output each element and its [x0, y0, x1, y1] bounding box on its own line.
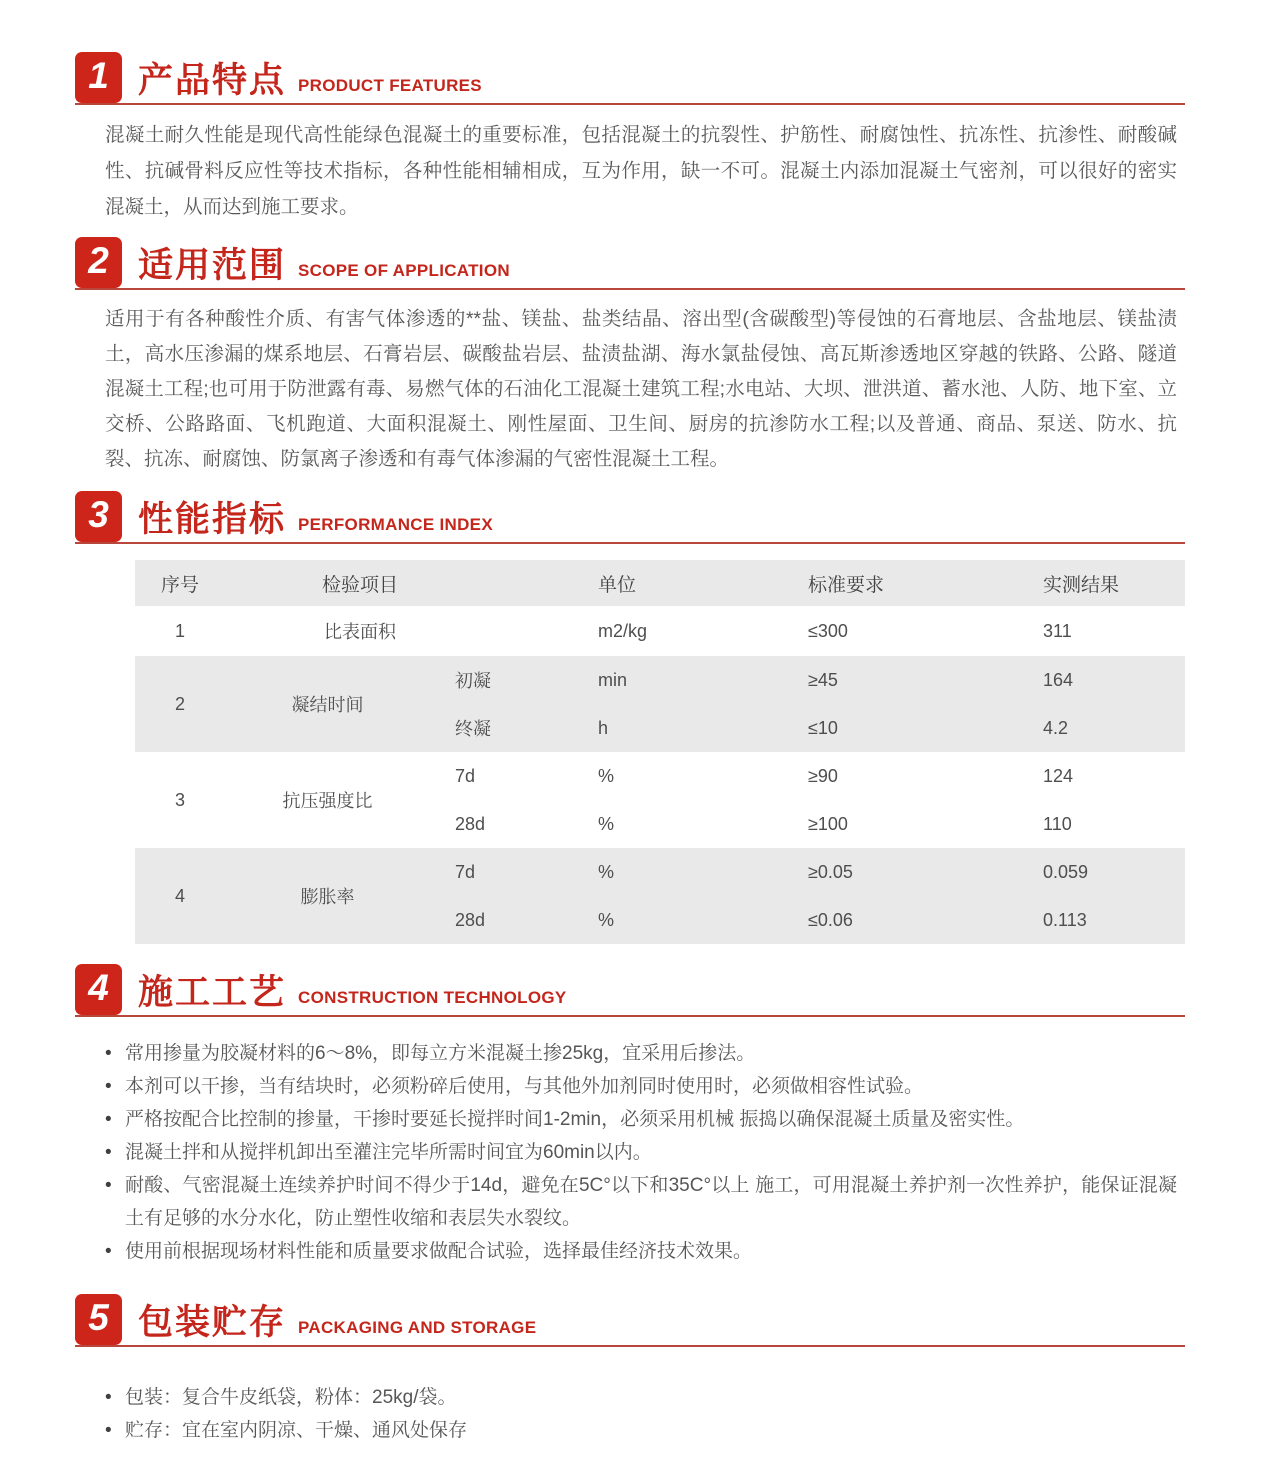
col-header-item: 检验项目 [322, 574, 399, 596]
cell-sub: 28d [455, 813, 486, 834]
features-paragraph: 混凝土耐久性能是现代高性能绿色混凝土的重要标准，包括混凝土的抗裂性、护筋性、耐腐蚀性、抗冻性、抗渗性、耐酸碱性、抗碱骨料反应性等技术指标，各种性能相辅相成，互为作用，缺一不可。混凝土内添加混凝土气密剂，可以很好的密实混凝土，从而达到施工要求。 [105, 124, 1177, 218]
section-scope-of-application [75, 237, 1185, 477]
col-header-unit: 单位 [598, 574, 637, 596]
section-header-construction [75, 964, 1185, 1017]
cell-req: ≤0.06 [808, 909, 853, 930]
cell-sub: 7d [455, 765, 476, 786]
cell-unit: h [598, 717, 609, 738]
cell-result: 110 [1043, 813, 1072, 834]
section-title-zh: 施工工艺 [138, 973, 287, 1012]
section-title-en: CONSTRUCTION TECHNOLOGY [298, 988, 567, 1007]
cell-no: 2 [174, 693, 185, 714]
cell-result: 0.113 [1043, 909, 1087, 930]
construction-bullet-list [103, 1037, 1177, 1268]
section-number-badge: 5 [75, 1294, 122, 1345]
cell-req: ≥0.05 [808, 861, 853, 882]
section-title-en: PERFORMANCE INDEX [298, 515, 493, 534]
cell-unit: min [598, 669, 628, 690]
section-number-badge: 4 [75, 964, 122, 1015]
section-header-scope [75, 237, 1185, 290]
section-title-zh: 产品特点 [138, 61, 287, 100]
bullet-item: • 耐酸、气密混凝土连续养护时间不得少于14d，避免在5C°以下和35C°以上 施工，可用混凝土养护剂一次性养护，能保证混凝土有足够的水分水化，防止塑性收缩和表层失水裂纹。 [103, 1169, 1177, 1235]
section-packaging-storage [75, 1294, 1185, 1447]
cell-sub: 终凝 [455, 719, 491, 739]
col-header-no: 序号 [160, 574, 199, 596]
section-construction-technology [75, 964, 1185, 1268]
bullet-item: • 严格按配合比控制的掺量，干掺时要延长搅拌时间1-2min，必须采用机械 振捣以确保混凝土质量及密实性。 [103, 1103, 1177, 1136]
section-number-badge: 3 [75, 491, 122, 542]
cell-item: 抗压强度比 [282, 791, 373, 811]
section-product-features [75, 52, 1185, 225]
bullet-item: • 常用掺量为胶凝材料的6～8%，即每立方米混凝土掺25kg，宜采用后掺法。 [103, 1037, 1177, 1070]
bullet-item: • 包装：复合牛皮纸袋，粉体：25kg/袋。 [103, 1381, 1177, 1414]
col-header-req: 标准要求 [808, 574, 885, 596]
cell-req: ≥100 [808, 813, 848, 834]
cell-sub: 7d [455, 861, 476, 882]
cell-item: 凝结时间 [291, 695, 364, 715]
bullet-item: • 本剂可以干掺，当有结块时，必须粉碎后使用，与其他外加剂同时使用时，必须做相容性试验。 [103, 1070, 1177, 1103]
cell-req: ≤300 [808, 620, 848, 641]
section-header-packaging [75, 1294, 1185, 1347]
section-title-en: PACKAGING AND STORAGE [298, 1318, 537, 1337]
cell-sub: 初凝 [455, 671, 491, 691]
cell-no: 4 [174, 885, 185, 906]
cell-result: 4.2 [1043, 717, 1069, 738]
section-title-zh: 适用范围 [138, 246, 287, 285]
table-row [135, 656, 1185, 704]
cell-result: 164 [1043, 669, 1074, 690]
section-number-badge: 1 [75, 52, 122, 103]
cell-unit: % [598, 765, 615, 786]
cell-item: 膨胀率 [300, 887, 355, 907]
table-row [135, 848, 1185, 896]
bullet-item: • 使用前根据现场材料性能和质量要求做配合试验，选择最佳经济技术效果。 [103, 1235, 1177, 1268]
cell-req: ≤10 [808, 717, 838, 738]
cell-result: 311 [1043, 620, 1072, 641]
section-number-badge: 2 [75, 237, 122, 288]
section-header-features [75, 52, 1185, 105]
cell-item: 比表面积 [324, 622, 396, 642]
cell-unit: % [598, 861, 615, 882]
cell-sub: 28d [455, 909, 486, 930]
cell-no: 3 [174, 789, 185, 810]
cell-unit: % [598, 909, 615, 930]
performance-table [135, 560, 1185, 944]
cell-unit: m2/kg [598, 620, 648, 641]
section-title-zh: 性能指标 [138, 500, 287, 539]
section-performance-index [75, 491, 1185, 944]
scope-paragraph: 适用于有各种酸性介质、有害气体渗透的**盐、镁盐、盐类结晶、溶出型(含碳酸型)等侵蚀的石膏地层、含盐地层、镁盐渍土，高水压渗漏的煤系地层、石膏岩层、碳酸盐岩层、盐渍盐湖、海水氯盐侵蚀、高瓦斯渗透地区穿越的铁路、公路、隧道混凝土工程;也可用于防泄露有毒、易燃气体的石油化工混凝土建筑工程;水电站、大坝、泄洪道、蓄水池、人防、地下室、立交桥、公路路面、飞机跑道、大面积混凝土、刚性屋面、卫生间、厨房的抗渗防水工程;以及普通、商品、泵送、防水、抗裂、抗冻、耐腐蚀、防氯离子渗透和有毒气体渗漏的气密性混凝土工程。 [105, 308, 1177, 470]
table-row [135, 752, 1185, 800]
table-row [135, 606, 1185, 656]
cell-unit: % [598, 813, 615, 834]
bullet-item: • 贮存：宜在室内阴凉、干燥、通风处保存 [103, 1414, 1177, 1447]
cell-req: ≥45 [808, 669, 838, 690]
packaging-bullet-list [103, 1381, 1177, 1447]
bullet-item: • 混凝土拌和从搅拌机卸出至灌注完毕所需时间宜为60min以内。 [103, 1136, 1177, 1169]
cell-result: 124 [1043, 765, 1074, 786]
cell-result: 0.059 [1043, 861, 1089, 882]
section-title-zh: 包装贮存 [138, 1303, 287, 1342]
cell-req: ≥90 [808, 765, 838, 786]
table-header-row [135, 560, 1185, 606]
section-header-performance [75, 491, 1185, 544]
cell-no: 1 [174, 620, 185, 641]
section-title-en: SCOPE OF APPLICATION [298, 261, 510, 280]
col-header-result: 实测结果 [1043, 574, 1120, 596]
section-title-en: PRODUCT FEATURES [298, 76, 482, 95]
